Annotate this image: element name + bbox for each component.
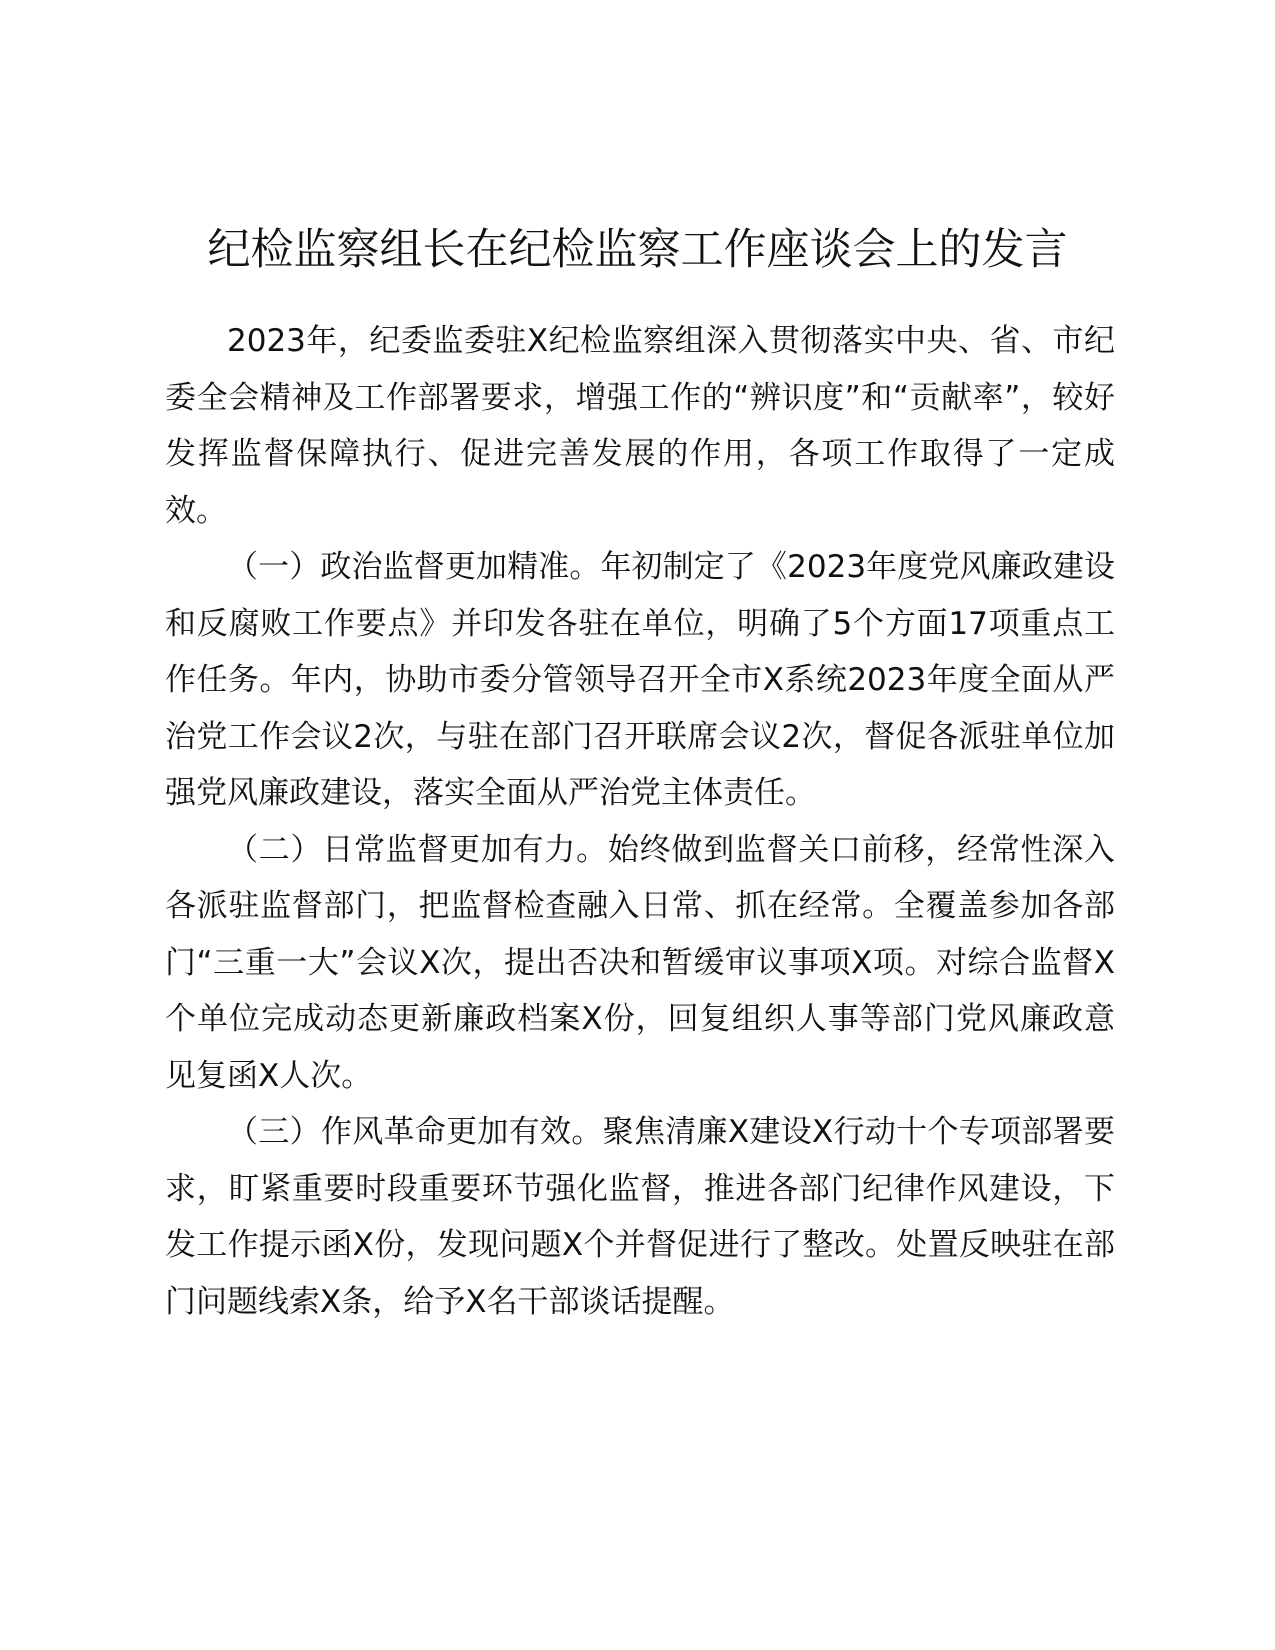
document-body (165, 313, 1115, 1330)
paragraph-intro: 2023年，纪委监委驻X纪检监察组深入贯彻落实中央、省、市纪委全会精神及工作部署要求，增强工作的“辨识度”和“贡献率”，较好发挥监督保障执行、促进完善发展的作用，各项工作取得了一定成效。 (165, 323, 1115, 529)
paragraph-work-style: （三）作风革命更加有效。聚焦清廉X建设X行动十个专项部署要求，盯紧重要时段重要环节强化监督，推进各部门纪律作风建设，下发工作提示函X份，发现问题X个并督促进行了整改。处置反映驻在部门问题线索X条，给予X名干部谈话提醒。 (165, 1114, 1115, 1320)
paragraph-political-supervision: （一）政治监督更加精准。年初制定了《2023年度党风廉政建设和反腐败工作要点》并印发各驻在单位，明确了5个方面17项重点工作任务。年内，协助市委分管领导召开全市X系统2023年度全面从严治党工作会议2次，与驻在部门召开联席会议2次，督促各派驻单位加强党风廉政建设，落实全面从严治党主体责任。 (165, 549, 1115, 811)
paragraph-daily-supervision: （二）日常监督更加有力。始终做到监督关口前移，经常性深入各派驻监督部门，把监督检查融入日常、抓在经常。全覆盖参加各部门“三重一大”会议X次，提出否决和暂缓审议事项X项。对综合监督X个单位完成动态更新廉政档案X份，回复组织人事等部门党风廉政意见复函X人次。 (165, 831, 1115, 1094)
document-title: 纪检监察组长在纪检监察工作座谈会上的发言 (207, 225, 1068, 275)
